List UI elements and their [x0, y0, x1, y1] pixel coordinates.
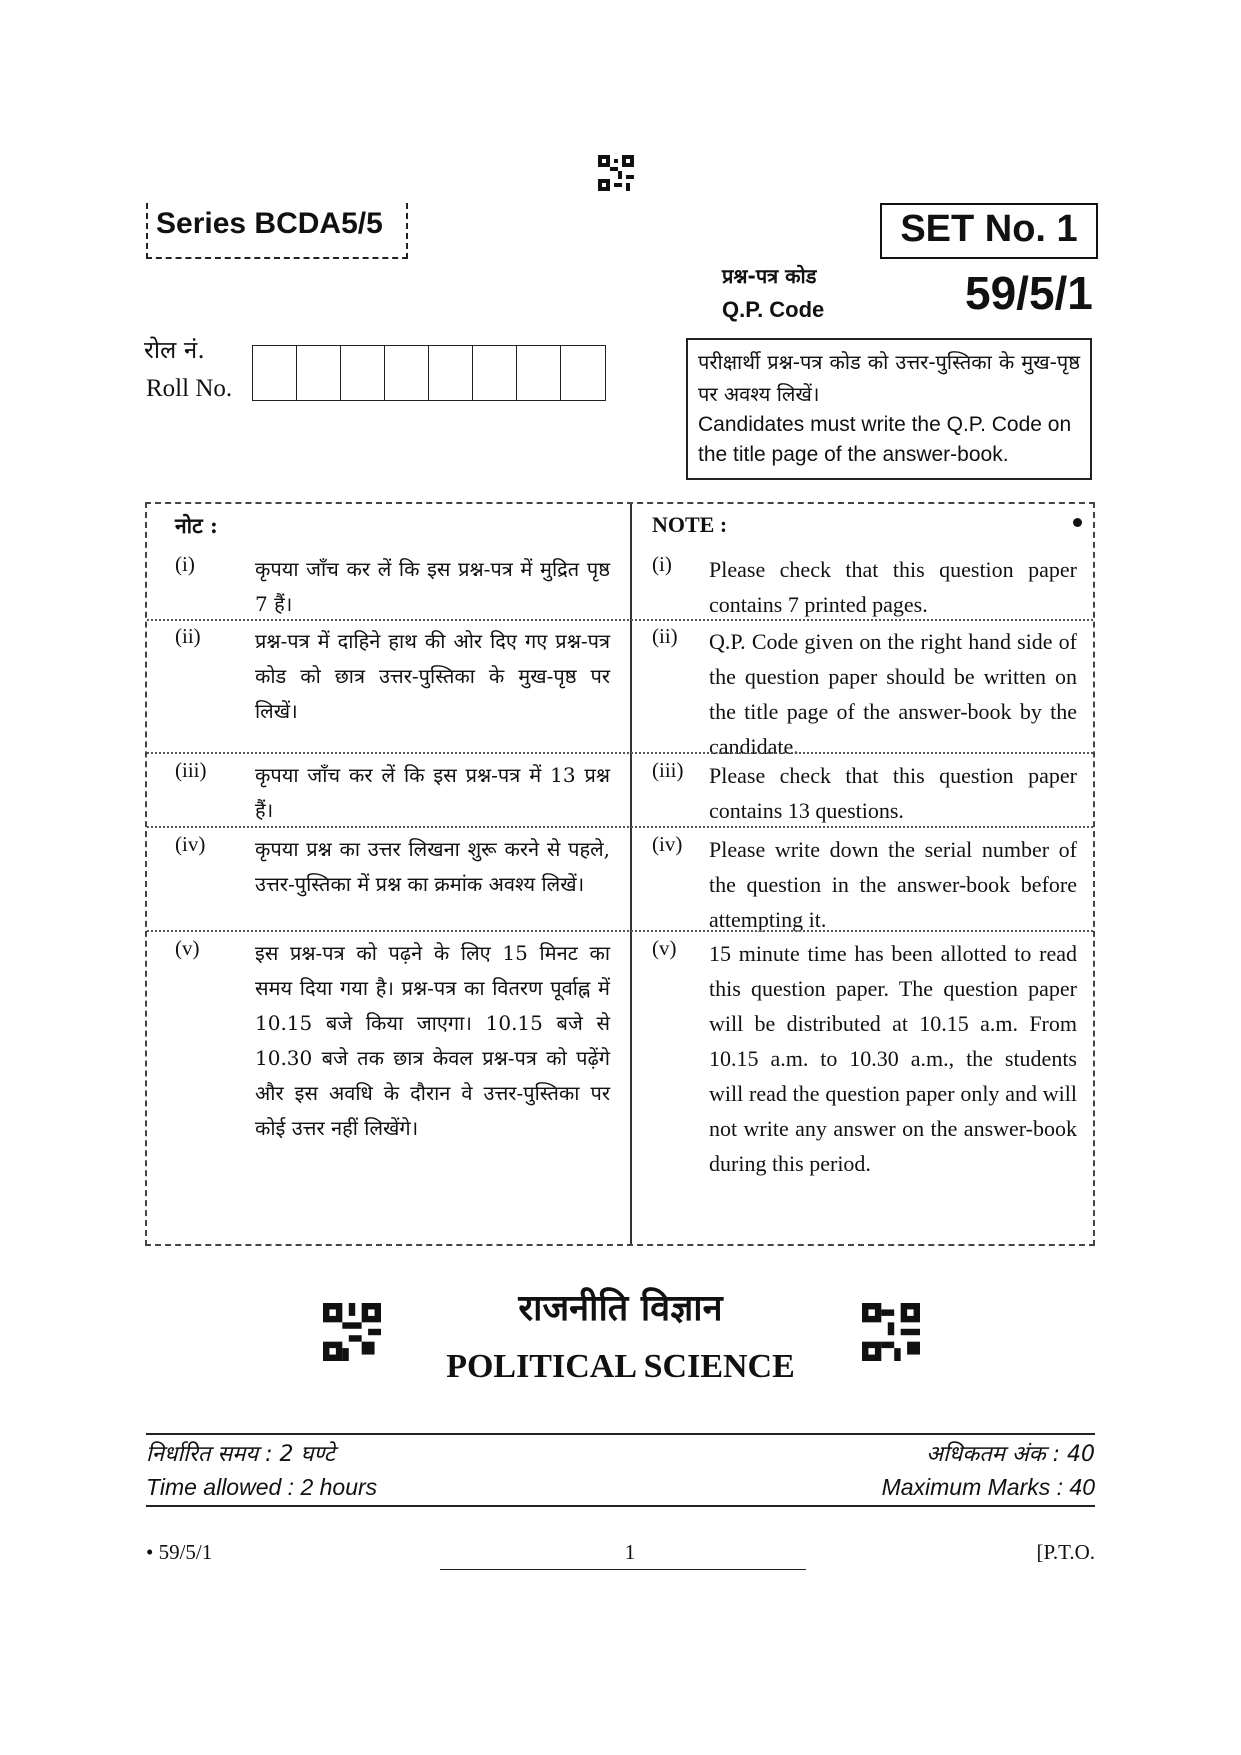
note-row-separator: [147, 930, 1093, 932]
note-number-english: (ii): [652, 624, 678, 648]
please-turn-over: [P.T.O.: [1036, 1540, 1095, 1564]
note-text-english: 15 minute time has been allotted to read this question paper. The question paper will be distributed at 10.15 a.m. From 10.15 a.m. to 10.30 a.m., the students will read the question paper only and will not write any answer on the answer-book during this period.: [709, 941, 1077, 1176]
series-label: Series BCDA5/5: [156, 207, 383, 240]
note-number-hindi: (i): [175, 552, 195, 576]
qp-code-value: 59/5/1: [965, 267, 1093, 319]
roll-number-label-hindi: रोल नं.: [144, 336, 205, 364]
subject-title: POLITICAL SCIENCE: [446, 1348, 795, 1385]
divider-line: [146, 1433, 1095, 1435]
note-text-hindi: कृपया जाँच कर लें कि इस प्रश्न-पत्र में 13 प्रश्न हैं।: [255, 763, 610, 822]
note-number-english: (i): [652, 552, 672, 576]
bullet-dot: [1073, 518, 1082, 527]
note-number-hindi: (v): [175, 936, 200, 960]
note-number-english: (iv): [652, 832, 683, 856]
note-number-english: (v): [652, 936, 677, 960]
note-number-english: (iii): [652, 758, 684, 782]
maximum-marks-hindi: अधिकतम अंक : 40: [926, 1442, 1095, 1467]
qp-code-label-hindi: प्रश्न-पत्र कोड: [722, 264, 817, 288]
note-text-hindi: कृपया जाँच कर लें कि इस प्रश्न-पत्र में मुद्रित पृष्ठ 7 हैं।: [255, 557, 610, 616]
set-number: SET No. 1: [900, 208, 1078, 250]
time-allowed-hindi: निर्धारित समय : 2 घण्टे: [146, 1442, 335, 1467]
roll-number-digit-box[interactable]: [297, 346, 341, 400]
note-number-hindi: (iii): [175, 758, 207, 782]
note-row-separator: [147, 619, 1093, 621]
note-text-english: Q.P. Code given on the right hand side of the question paper should be written on the title page of the answer-book by the candidate.: [709, 629, 1077, 759]
candidate-instruction-box: [686, 338, 1092, 480]
roll-number-digit-box[interactable]: [385, 346, 429, 400]
note-text-hindi: प्रश्न-पत्र में दाहिने हाथ की ओर दिए गए प्रश्न-पत्र कोड को छात्र उत्तर-पुस्तिका के मुख-पृष्ठ पर लिखें।: [255, 629, 610, 723]
note-row-separator: [147, 752, 1093, 754]
note-heading-hindi: नोट :: [175, 513, 218, 538]
divider-line: [146, 1505, 1095, 1507]
candidate-instruction-hindi: परीक्षार्थी प्रश्न-पत्र कोड को उत्तर-पुस्तिका के मुख-पृष्ठ पर अवश्य लिखें।: [698, 350, 1080, 406]
roll-number-digit-box[interactable]: [473, 346, 517, 400]
maximum-marks: Maximum Marks : 40: [881, 1474, 1095, 1500]
subject-title-hindi: राजनीति विज्ञान: [518, 1287, 723, 1329]
column-divider: [630, 504, 632, 1244]
note-row-separator: [147, 826, 1093, 828]
note-text-hindi: इस प्रश्न-पत्र को पढ़ने के लिए 15 मिनट का समय दिया गया है। प्रश्न-पत्र का वितरण पूर्वाह्न में 10.15 बजे किया जाएगा। 10.15 बजे से 10.30 बजे तक छात्र केवल प्रश्न-पत्र को पढ़ेंगे और इस अवधि के दौरान वे उत्तर-पुस्तिका पर कोई उत्तर नहीं लिखेंगे।: [255, 941, 610, 1140]
roll-number-digit-box[interactable]: [429, 346, 473, 400]
series-box: [146, 203, 408, 259]
note-number-hindi: (ii): [175, 624, 201, 648]
footer-rule: [440, 1569, 806, 1570]
roll-number-digit-box[interactable]: [341, 346, 385, 400]
note-text-english: Please check that this question paper contains 13 questions.: [709, 763, 1077, 823]
candidate-instruction-english: Candidates must write the Q.P. Code on the title page of the answer-book.: [698, 413, 1072, 466]
footer-qp-code: • 59/5/1: [146, 1540, 213, 1564]
note-text-english: Please write down the serial number of the question in the answer-book before attempting it.: [709, 837, 1077, 932]
roll-number-digit-box[interactable]: [253, 346, 297, 400]
page-number: 1: [624, 1540, 636, 1564]
notes-table: [145, 502, 1095, 1246]
note-number-hindi: (iv): [175, 832, 206, 856]
qr-code-top: [598, 155, 634, 191]
set-number-box: [880, 203, 1098, 259]
roll-number-digit-box[interactable]: [517, 346, 561, 400]
note-text-english: Please check that this question paper contains 7 printed pages.: [709, 557, 1077, 617]
time-allowed: Time allowed : 2 hours: [146, 1474, 378, 1500]
roll-number-boxes[interactable]: [252, 345, 606, 401]
note-text-hindi: कृपया प्रश्न का उत्तर लिखना शुरू करने से पहले, उत्तर-पुस्तिका में प्रश्न का क्रमांक अवश्य लिखें।: [255, 837, 610, 896]
roll-number-label: Roll No.: [146, 375, 233, 402]
qp-code-label: Q.P. Code: [722, 297, 825, 322]
note-heading-english: NOTE :: [652, 512, 728, 537]
roll-number-digit-box[interactable]: [561, 346, 605, 400]
